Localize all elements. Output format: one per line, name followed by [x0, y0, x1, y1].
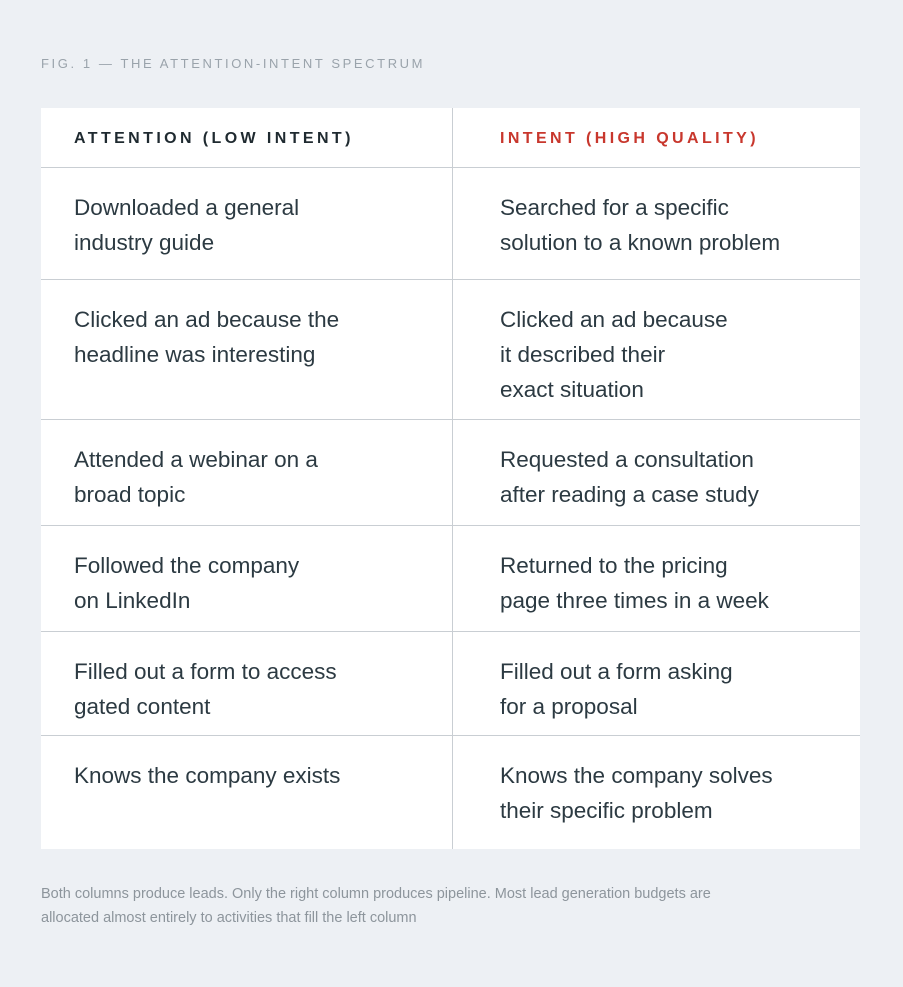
table-row: [41, 736, 860, 849]
cell-line: gated content: [74, 694, 211, 719]
cell-line: solution to a known problem: [500, 230, 781, 255]
cell-line: on LinkedIn: [74, 588, 191, 613]
caption-line: allocated almost entirely to activities that fill the left column: [41, 910, 417, 926]
cell-line: Returned to the pricing: [500, 553, 728, 578]
intent-cell: [453, 632, 860, 735]
table-row: [41, 420, 860, 526]
intent-cell: [453, 280, 860, 419]
cell-line: it described their: [500, 342, 666, 367]
cell-line: Requested a consultation: [500, 447, 754, 472]
cell-line: Knows the company solves: [500, 763, 773, 788]
cell-line: Downloaded a general: [74, 195, 300, 220]
attention-cell: [41, 168, 453, 279]
cell-line: Clicked an ad because the: [74, 307, 340, 332]
intent-cell: [453, 526, 860, 631]
figure-caption: [41, 882, 841, 930]
attention-cell: [41, 420, 453, 525]
header-attention: ATTENTION (LOW INTENT): [41, 108, 453, 167]
header-intent: INTENT (HIGH QUALITY): [500, 130, 759, 147]
intent-cell: [453, 736, 860, 849]
cell-line: their specific problem: [500, 798, 713, 823]
intent-cell: [453, 420, 860, 525]
cell-line: Clicked an ad because: [500, 307, 728, 332]
cell-line: for a proposal: [500, 694, 638, 719]
cell-line: Searched for a specific: [500, 195, 729, 220]
cell-line: industry guide: [74, 230, 215, 255]
cell-line: headline was interesting: [74, 342, 316, 367]
figure-label: FIG. 1 — THE ATTENTION-INTENT SPECTRUM: [41, 56, 426, 71]
caption-line: Both columns produce leads. Only the right column produces pipeline. Most lead generation budgets are: [41, 886, 711, 902]
cell-line: Knows the company exists: [74, 763, 341, 788]
cell-line: page three times in a week: [500, 588, 769, 613]
table-row: [41, 632, 860, 736]
cell-line: Filled out a form to access: [74, 659, 337, 684]
cell-line: after reading a case study: [500, 482, 759, 507]
cell-line: Filled out a form asking: [500, 659, 733, 684]
cell-line: exact situation: [500, 377, 644, 402]
table-header-row: [41, 108, 860, 168]
cell-line: Followed the company: [74, 553, 300, 578]
table-row: [41, 168, 860, 280]
table-row: [41, 526, 860, 632]
table-row: [41, 280, 860, 420]
cell-line: broad topic: [74, 482, 186, 507]
attention-cell: [41, 280, 453, 419]
attention-cell: [41, 632, 453, 735]
cell-line: Attended a webinar on a: [74, 447, 318, 472]
attention-cell: [41, 526, 453, 631]
attention-cell: [41, 736, 453, 849]
intent-cell: [453, 168, 860, 279]
spectrum-table: [41, 108, 860, 849]
